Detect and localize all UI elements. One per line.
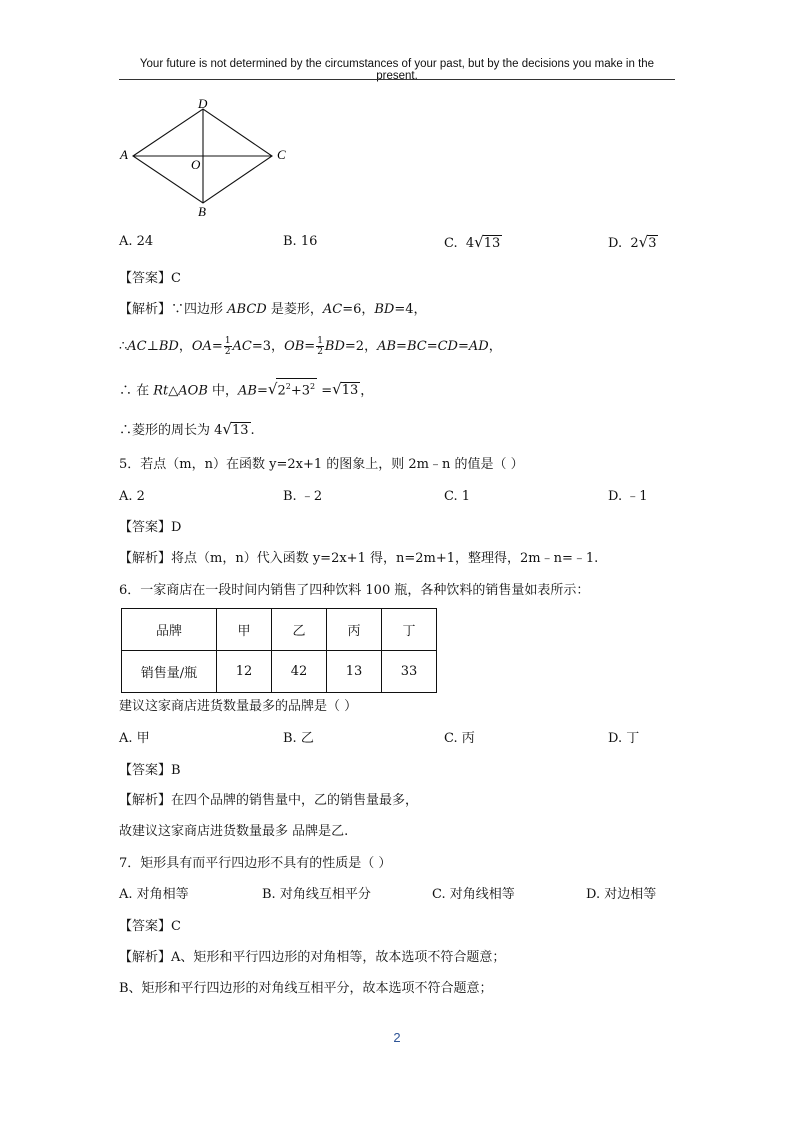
label-a: A [120,147,128,162]
q7-explanation-2: B、矩形和平行四边形的对角线互相平分，故本选项不符合题意； [119,981,493,996]
q6-answer: 【答案】B [119,763,181,778]
q4-explanation-3: ∴ 在 Rt△AOB 中，$AB=√2^2+3^2 =√13$ ， [119,378,373,402]
table-cell: 品牌 [122,609,217,651]
q7-answer: 【答案】C [119,919,181,934]
label-b: B [198,204,206,219]
q4-option-a: A. 24 [119,234,154,249]
q6-explanation-1: 【解析】在四个品牌的销售量中，乙的销售量最多， [119,793,419,808]
q6-question: 建议这家商店进货数量最多的品牌是（ ） [119,699,358,714]
q4-answer: 【答案】C [119,271,181,286]
label-o: O [191,157,201,172]
label-d: D [198,96,208,111]
fraction-half: $\frac{1}{2}$ [317,336,323,357]
q5-option-d: D. ﹣1 [608,489,648,504]
page-header: Your future is not determined by the circumstances of your past, but by the decisions you make in the present. [139,58,655,82]
label-c: C [277,147,286,162]
q6-explanation-2: 故建议这家商店进货数量最多 品牌是乙. [119,824,349,839]
table-cell: 13 [327,651,382,693]
q4-explanation-1: 【解析】∵四边形 ABCD 是菱形，AC=6，BD=4， [119,302,427,317]
table-cell: 丁 [382,609,437,651]
table-row [122,609,437,651]
q5-option-a: A. 2 [119,489,145,504]
table-cell: 甲 [217,609,272,651]
q6-option-d: D. 丁 [608,731,640,746]
q5-answer: 【答案】D [119,520,182,535]
table-cell: 33 [382,651,437,693]
q5-option-b: B. ﹣2 [283,489,323,504]
q5-explanation: 【解析】将点（m，n）代入函数 y=2x+1 得，n=2m+1，整理得，2m﹣n=﹣1. [119,551,599,566]
fraction-half: $\frac{1}{2}$ [224,336,231,357]
q4-explanation-4: ∴菱形的周长为 4√13 . [119,420,255,438]
header-rule [119,79,675,80]
q6-option-c: C. 丙 [444,731,475,746]
q7-option-b: B. 对角线互相平分 [262,887,371,902]
table-cell: 42 [272,651,327,693]
q6-option-b: B. 乙 [283,731,314,746]
q6-option-a: A. 甲 [119,731,150,746]
q4-option-c: C. 4√13 [444,233,501,251]
table-cell: 丙 [327,609,382,651]
q5-option-c: C. 1 [444,489,471,504]
q7-option-d: D. 对边相等 [586,887,657,902]
table-row [122,651,437,693]
sales-table [121,608,437,693]
q4-option-b: B. 16 [283,234,318,249]
q7-stem: 7．矩形具有而平行四边形不具有的性质是（ ） [119,856,392,871]
q4-explanation-2: ∴AC⊥BD，OA= $\frac{1}{2}$ AC=3，OB= $\frac{1}{2}$ BD=2，AB=BC=CD=AD， [119,336,502,357]
page-number: 2 [393,1030,401,1045]
q7-explanation-1: 【解析】A、矩形和平行四边形的对角相等，故本选项不符合题意； [119,950,506,965]
q7-option-a: A. 对角相等 [119,887,189,902]
q5-stem: 5．若点（m，n）在函数 y=2x+1 的图象上，则 2m﹣n 的值是（ ） [119,457,524,472]
table-cell: 12 [217,651,272,693]
q7-option-c: C. 对角线相等 [432,887,515,902]
q6-stem: 6．一家商店在一段时间内销售了四种饮料 100 瓶，各种饮料的销售量如表所示： [119,583,590,598]
table-cell: 乙 [272,609,327,651]
table-cell: 销售量/瓶 [122,651,217,693]
rhombus-figure [118,95,298,220]
q4-option-d: D. 2√3 [608,233,657,251]
